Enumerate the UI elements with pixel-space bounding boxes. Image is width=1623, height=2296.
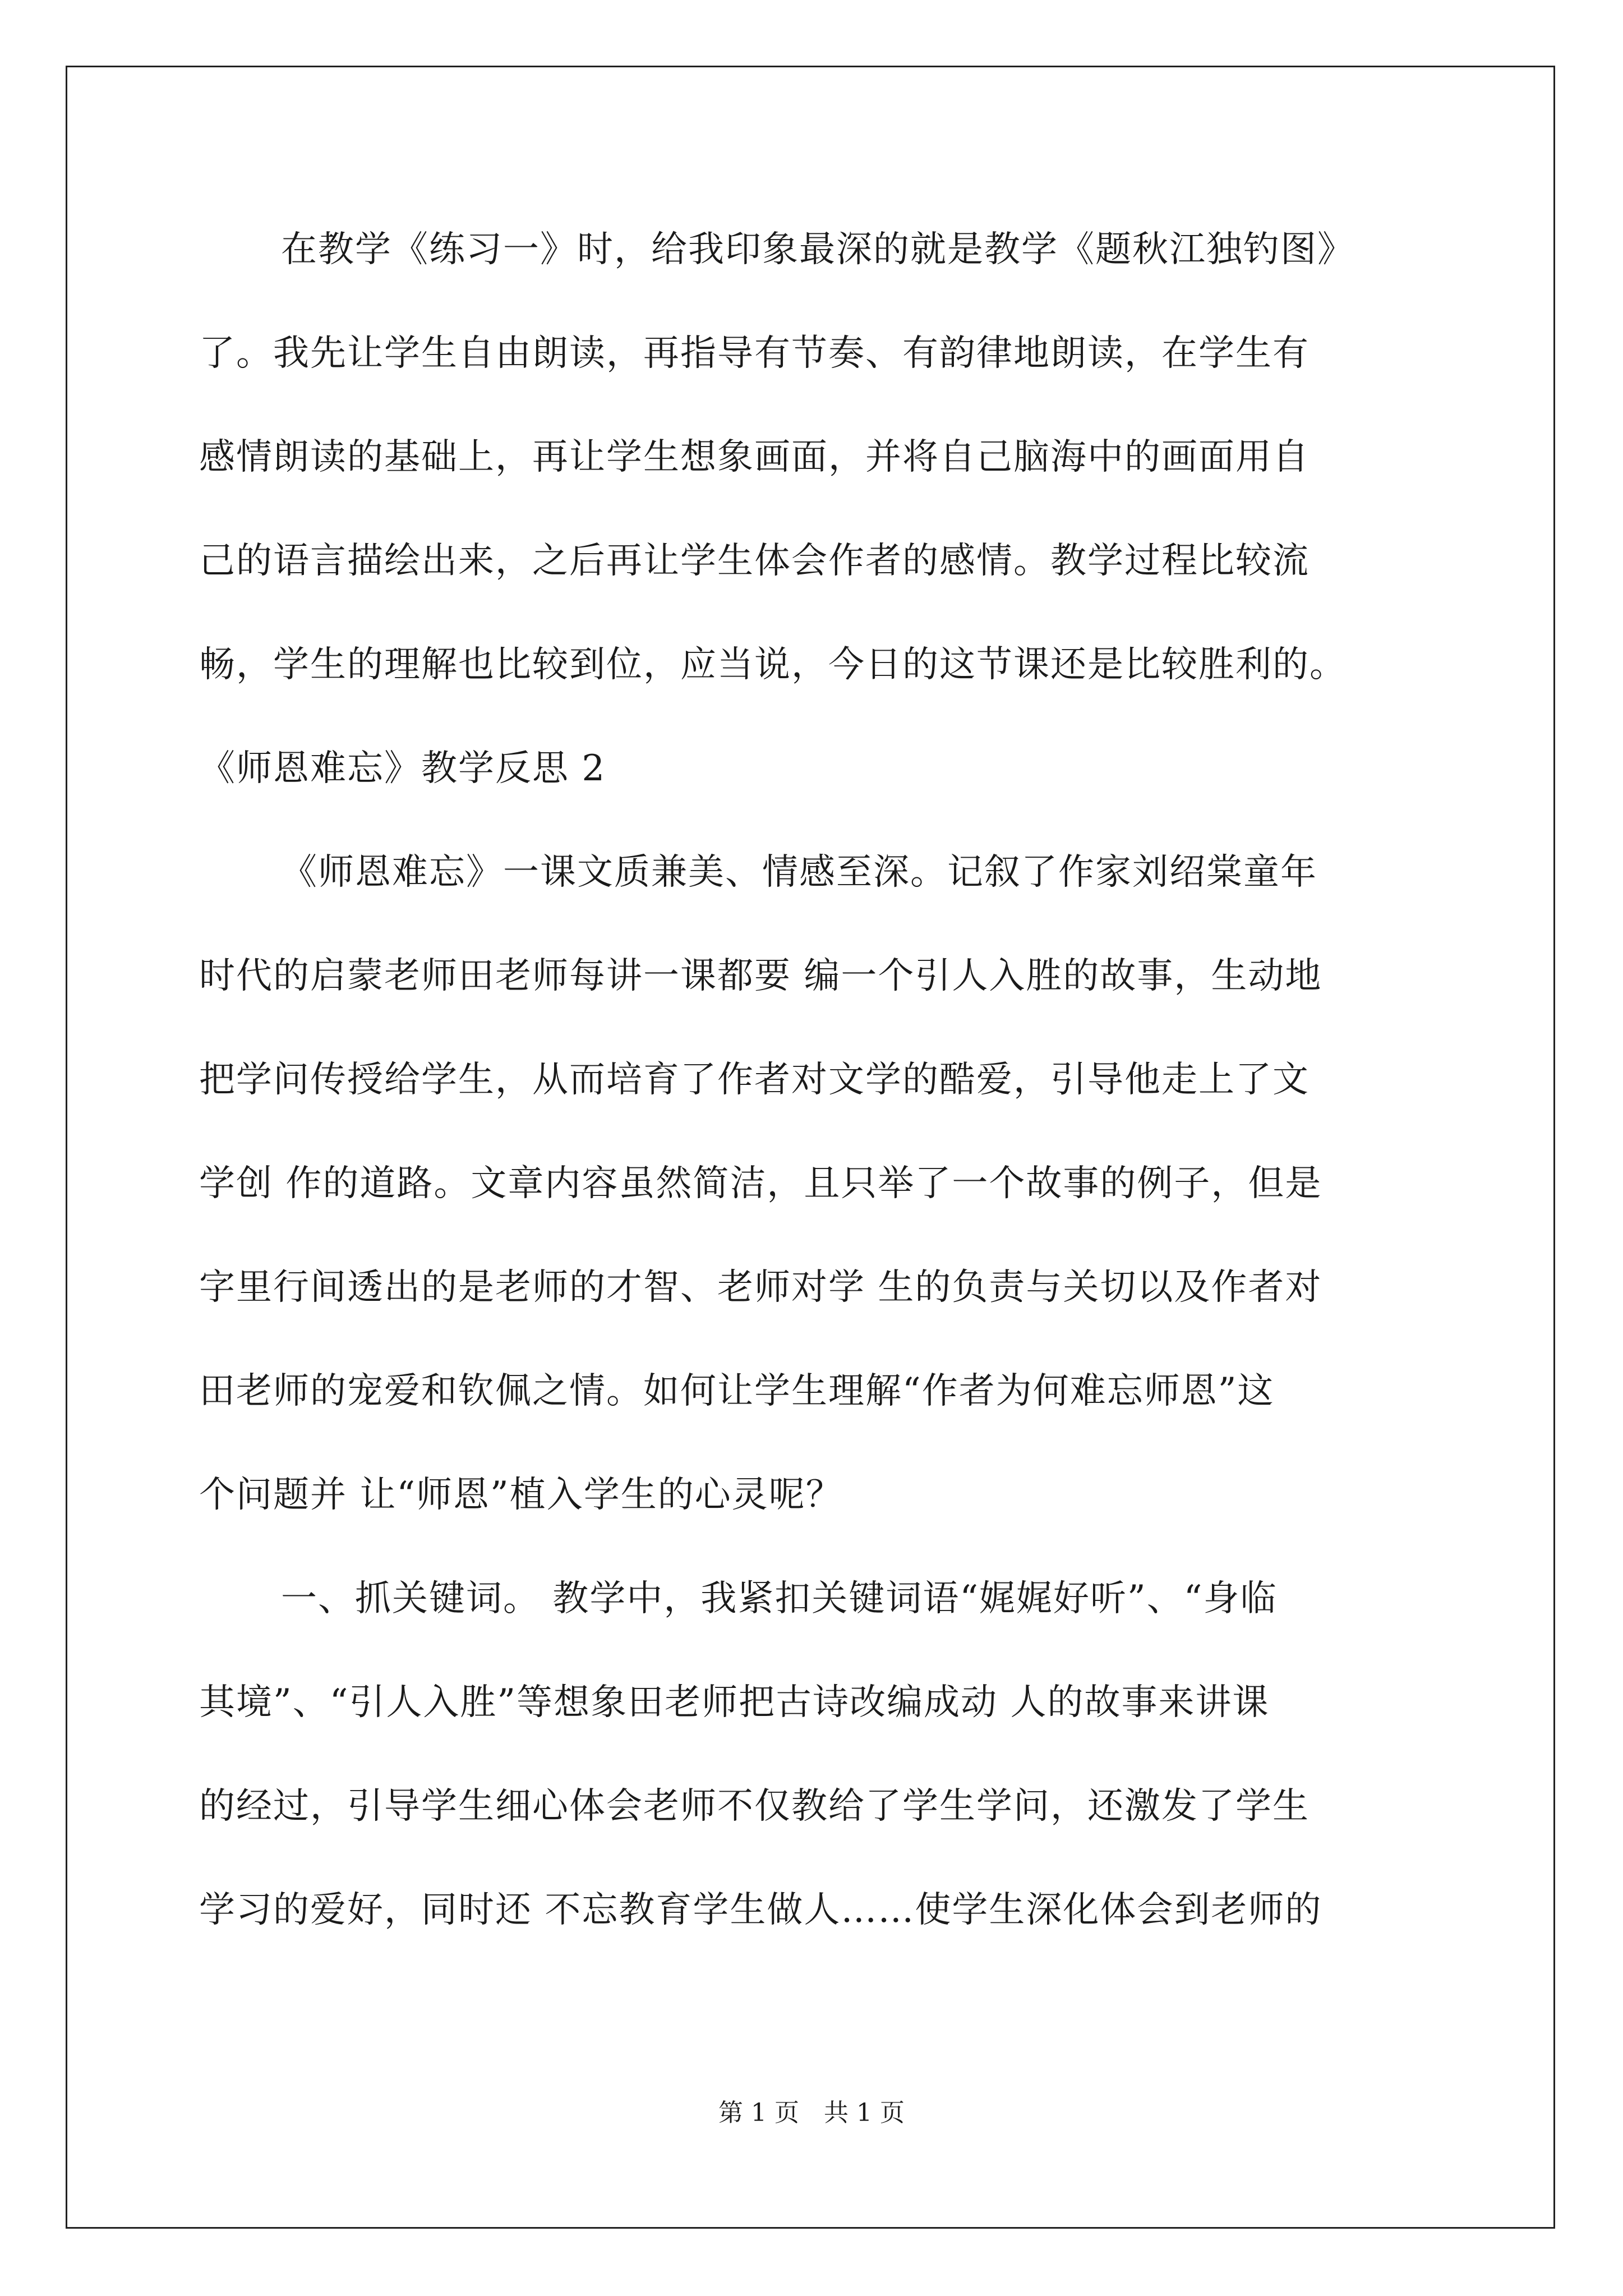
text-line: 己的语言描绘出来，之后再让学生体会作者的感情。教学过程比较流	[199, 540, 1310, 582]
text-line: 字里行间透出的是老师的才智、老师对学 生的负责与关切以及作者对	[199, 1267, 1322, 1308]
text-line: 在教学《练习一》时，给我印象最深的就是教学《题秋江独钓图》	[281, 229, 1354, 270]
text-line: 一、抓关键词。 教学中，我紧扣关键词语“娓娓好听”、“身临	[281, 1578, 1278, 1619]
text-line: 感情朗读的基础上，再让学生想象画面，并将自己脑海中的画面用自	[199, 436, 1310, 478]
text-line: 其境”、“引人入胜”等想象田老师把古诗改编成动 人的故事来讲课	[199, 1682, 1270, 1723]
text-line: 畅，学生的理解也比较到位，应当说，今日的这节课还是比较胜利的。	[199, 644, 1347, 685]
text-line: 把学问传授给学生，从而培育了作者对文学的酷爱，引导他走上了文	[199, 1059, 1310, 1101]
text-line: 《师恩难忘》一课文质兼美、情感至深。记叙了作家刘绍棠童年	[281, 852, 1317, 893]
text-line: 的经过，引导学生细心体会老师不仅教给了学生学问，还激发了学生	[199, 1786, 1310, 1827]
text-line: 时代的启蒙老师田老师每讲一课都要 编一个引人入胜的故事，生动地	[199, 955, 1322, 997]
document-body	[199, 216, 1433, 1980]
text-line: 田老师的宠爱和钦佩之情。如何让学生理解“作者为何难忘师恩”这	[199, 1370, 1275, 1412]
text-line: 了。我先让学生自由朗读，再指导有节奏、有韵律地朗读，在学生有	[199, 333, 1310, 374]
page-footer: 第 1 页 共 1 页	[718, 2099, 905, 2127]
text-line: 学创 作的道路。文章内容虽然简洁，且只举了一个故事的例子，但是	[199, 1163, 1322, 1204]
text-line: 个问题并 让“师恩”植入学生的心灵呢？	[199, 1474, 843, 1516]
text-line: 学习的爱好，同时还 不忘教育学生做人……使学生深化体会到老师的	[199, 1889, 1322, 1931]
section-heading: 《师恩难忘》教学反思 2	[199, 748, 606, 789]
